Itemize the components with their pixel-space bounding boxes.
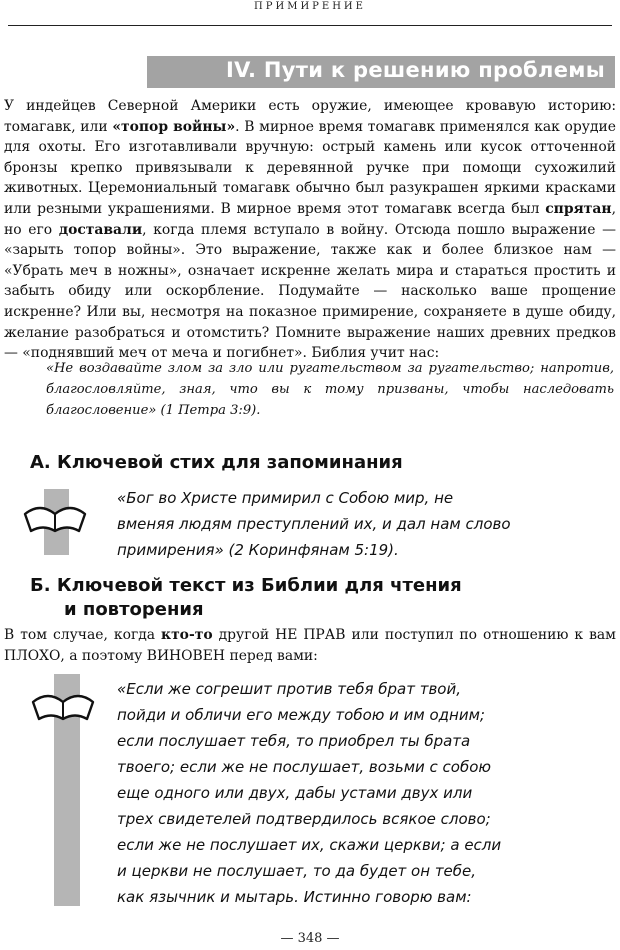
intro-bold-1: «топор войны» xyxy=(112,118,236,135)
key-verse-text: «Бог во Христе примирил с Собою мир, не вменяя людям преступлений их, и дал нам слово примирения» (2 Коринфянам 5:19). xyxy=(117,489,511,559)
intro-bold-3: доставали xyxy=(58,221,143,238)
running-header xyxy=(0,0,620,26)
key-text-intro-2: другой НЕ ПРАВ или поступил по отношению к вам ПЛОХО, а поэтому ВИНОВЕН перед вами: xyxy=(4,627,616,664)
intro-paragraph xyxy=(4,96,616,364)
key-text-verse: «Если же согрешит против тебя брат твой, пойди и обличи его между тобою и им одним; если послушает тебя, то приобрел ты брата твоего; если же не послушает, возьми с собою еще одного или двух, дабы устами двух или трех свидетелей подтвердилось всякое слово; если же не послушает их, скажи церкви; а если и церкви не послушает, то да будет он тебе, как язычник и мытарь. Истинно говорю вам: xyxy=(117,680,502,906)
key-text-intro xyxy=(4,625,616,666)
section-banner xyxy=(147,56,615,88)
intro-text-4: , когда племя вступало в войну. Отсюда пошло выражение — «зарыть топор войны». Это выражение, также как и более близкое нам — «Убрать меч в ножны», означает искренне желать мира и стараться простить и забыть обиду или оскорбление. Подумайте — насколько ваше прощение искренне? Или вы, несмотря на показное примирение, сохраняете в душе обиду, желание разобраться и отомстить? Помните выражение наших древних предков — «поднявший меч от меча и погибнет». Библия учит нас: xyxy=(4,221,616,362)
running-title: ПРИМИРЕНИЕ xyxy=(254,1,366,12)
header-divider xyxy=(8,25,612,26)
open-book-icon xyxy=(30,686,96,722)
key-text-heading-line1: Б. Ключевой текст из Библии для чтения xyxy=(30,575,462,596)
key-text-intro-bold: кто-то xyxy=(161,627,213,643)
intro-text-3: , но его xyxy=(4,200,616,238)
key-text-heading xyxy=(30,574,462,622)
open-book-icon xyxy=(22,498,88,534)
intro-text-1: У индейцев Северной Америки есть оружие, имеющее кровавую историю: томагавк, или xyxy=(4,98,616,135)
intro-text-2: . В мирное время томагавк применялся как орудие для охоты. Его изготавливали вручную: острый камень или кусок отточенной бронзы крепко привязывали к деревянной ручке при помощи сухожилий животных. Церемониальный томагавк обычно был разукрашен яркими красками или резными украшениями. В мирное время этот томагавк всегда был xyxy=(4,118,616,217)
intro-bold-2: спрятан xyxy=(545,200,612,217)
page-number: — 348 — xyxy=(280,931,340,946)
scripture-quote: «Не воздавайте злом за зло или ругательством за ругательство; напротив, благословляйте, зная, что вы к тому призваны, чтобы наследовать благословение» (1 Петра 3:9). xyxy=(46,361,614,418)
key-text-intro-1: В том случае, когда xyxy=(4,627,162,643)
key-text-heading-line2: и повторения xyxy=(64,599,204,620)
key-verse-heading: А. Ключевой стих для запоминания xyxy=(30,452,403,473)
section-title: IV. Пути к решению проблемы xyxy=(226,58,605,82)
